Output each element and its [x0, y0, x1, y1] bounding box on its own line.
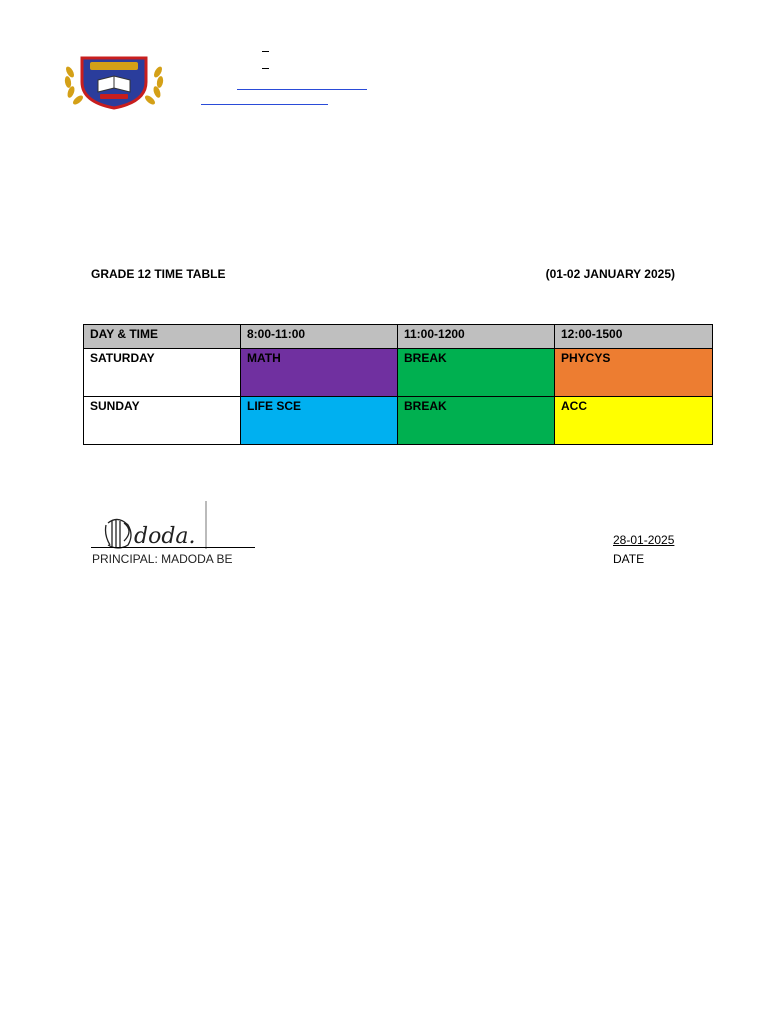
header-cell: DAY & TIME [84, 325, 241, 349]
title-row [91, 267, 675, 283]
header-underline [237, 89, 367, 90]
signature-line [91, 547, 255, 548]
table-header-row [84, 325, 713, 349]
header-dash [262, 68, 269, 69]
timetable-date-range: (01-02 JANUARY 2025) [545, 267, 675, 281]
subject-cell: ACC [555, 397, 713, 445]
timetable-title: GRADE 12 TIME TABLE [91, 267, 226, 281]
subject-cell: PHYCYS [555, 349, 713, 397]
header-cell: 8:00-11:00 [241, 325, 398, 349]
table-row [84, 397, 713, 445]
timetable [83, 324, 713, 445]
subject-cell: MATH [241, 349, 398, 397]
header-cell: 11:00-1200 [398, 325, 555, 349]
header-underline [201, 104, 328, 105]
subject-cell: LIFE SCE [241, 397, 398, 445]
date-value: 28-01-2025 [613, 533, 675, 547]
subject-cell: BREAK [398, 397, 555, 445]
day-cell: SUNDAY [84, 397, 241, 445]
school-crest-icon [62, 52, 166, 110]
header-dash [262, 51, 269, 52]
table-row [84, 349, 713, 397]
svg-text:doda.: doda. [134, 524, 196, 549]
header-cell: 12:00-1500 [555, 325, 713, 349]
principal-signature [90, 501, 260, 551]
day-cell: SATURDAY [84, 349, 241, 397]
principal-label: PRINCIPAL: MADODA BE [92, 552, 233, 566]
subject-cell: BREAK [398, 349, 555, 397]
date-label: DATE [613, 552, 645, 566]
